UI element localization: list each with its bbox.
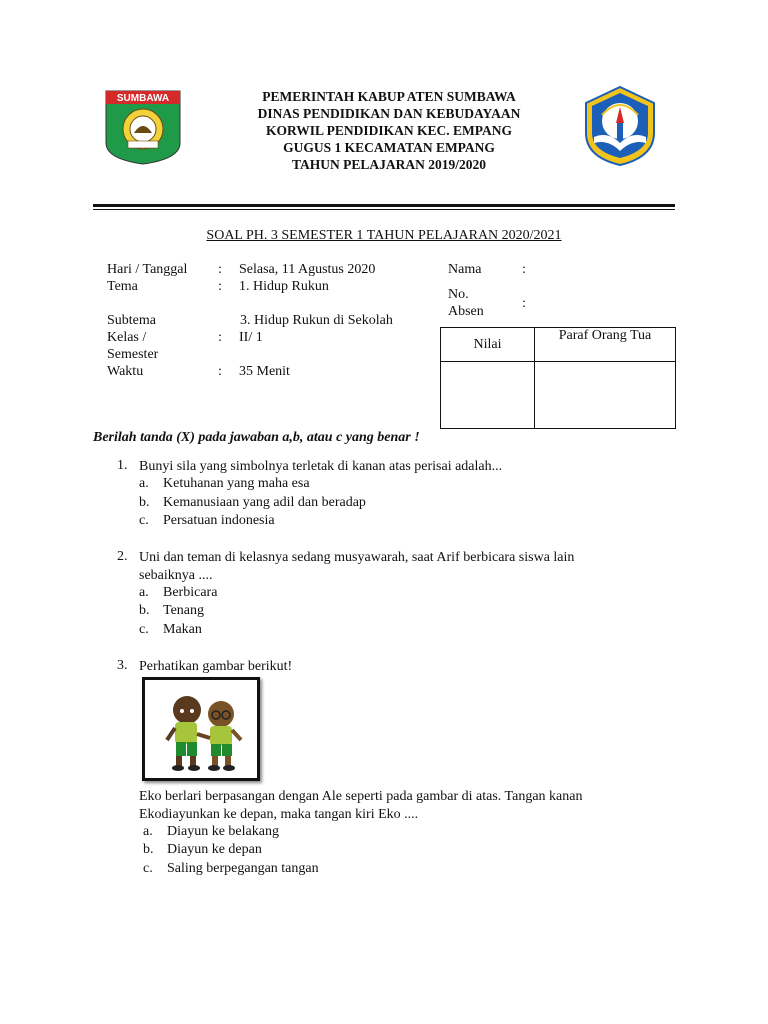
nilai-cell[interactable]: [441, 362, 535, 429]
hari-value: Selasa, 11 Agustus 2020: [239, 262, 376, 277]
kelas-value: II/ 1: [239, 330, 263, 345]
letterhead: [244, 88, 534, 173]
q1-option-a-letter: a.: [139, 476, 149, 491]
header-rule-thick: [93, 204, 675, 207]
q3-option-c-letter: c.: [143, 861, 153, 876]
header-line-1: PEMERINTAH KABUP ATEN SUMBAWA: [262, 89, 516, 104]
kelas-separator: :: [218, 330, 222, 345]
absen-label-no: No.: [448, 287, 469, 302]
absen-separator: :: [522, 296, 526, 311]
question-1-text: Bunyi sila yang simbolnya terletak di kanan atas perisai adalah...: [139, 459, 503, 474]
q3-option-a[interactable]: Diayun ke belakang: [167, 824, 279, 839]
tema-value: 1. Hidup Rukun: [239, 279, 329, 294]
q1-option-b[interactable]: Kemanusiaan yang adil dan beradap: [163, 495, 366, 510]
question-2-number: 2.: [117, 549, 128, 564]
q1-option-c[interactable]: Persatuan indonesia: [163, 513, 275, 528]
nama-label: Nama: [448, 262, 482, 277]
tema-label: Tema: [107, 279, 138, 294]
waktu-label: Waktu: [107, 364, 144, 379]
header-rule-thin: [93, 209, 675, 210]
children-running-picture: [142, 677, 260, 781]
header-line-3: KORWIL PENDIDIKAN KEC. EMPANG: [265, 123, 513, 138]
header-line-2: DINAS PENDIDIKAN DAN KEBUDAYAAN: [257, 106, 521, 121]
semester-label: Semester: [107, 347, 159, 362]
q2-option-c-letter: c.: [139, 622, 149, 637]
q3-option-a-letter: a.: [143, 824, 153, 839]
question-3-stem-line-1: Eko berlari berpasangan dengan Ale seperti pada gambar di atas. Tangan kanan: [139, 789, 583, 804]
q1-option-c-letter: c.: [139, 513, 149, 528]
question-3-stem-line-2: Ekodiayunkan ke depan, maka tangan kiri Eko ....: [139, 807, 419, 822]
question-3-text: Perhatikan gambar berikut!: [139, 659, 293, 674]
header-line-5: TAHUN PELAJARAN 2019/2020: [291, 157, 486, 172]
tema-separator: :: [218, 279, 222, 294]
q1-option-a[interactable]: Ketuhanan yang maha esa: [163, 476, 310, 491]
subtema-value: 3. Hidup Rukun di Sekolah: [240, 313, 393, 328]
q2-option-c[interactable]: Makan: [163, 622, 202, 637]
subtema-label: Subtema: [107, 313, 156, 328]
header-line-4: GUGUS 1 KECAMATAN EMPANG: [283, 140, 495, 155]
q2-option-a[interactable]: Berbicara: [163, 585, 218, 600]
q3-option-b-letter: b.: [143, 842, 154, 857]
nama-separator: :: [522, 262, 526, 277]
waktu-value: 35 Menit: [239, 364, 290, 379]
score-table: [440, 327, 676, 429]
paraf-header: Paraf Orang Tua: [535, 328, 676, 362]
q3-option-b[interactable]: Diayun ke depan: [167, 842, 262, 857]
instruction: Berilah tanda (X) pada jawaban a,b, atau c yang benar !: [93, 430, 420, 445]
hari-label: Hari / Tanggal: [107, 262, 188, 277]
q3-option-c[interactable]: Saling berpegangan tangan: [167, 861, 319, 876]
question-2-text-line-1: Uni dan teman di kelasnya sedang musyawarah, saat Arif berbicara siswa lain: [139, 550, 575, 565]
hari-separator: :: [218, 262, 222, 277]
logo-left-title: SUMBAWA: [116, 93, 170, 104]
q2-option-a-letter: a.: [139, 585, 149, 600]
exam-title: SOAL PH. 3 SEMESTER 1 TAHUN PELAJARAN 2020/2021: [206, 228, 562, 243]
waktu-separator: :: [218, 364, 222, 379]
q2-option-b[interactable]: Tenang: [163, 603, 205, 618]
nilai-header: Nilai: [441, 328, 535, 362]
tut-wuri-handayani-logo: [580, 85, 660, 167]
question-1-number: 1.: [117, 458, 128, 473]
sumbawa-logo: [104, 89, 182, 165]
q2-option-b-letter: b.: [139, 603, 150, 618]
absen-label: Absen: [448, 304, 484, 319]
question-3-number: 3.: [117, 658, 128, 673]
q1-option-b-letter: b.: [139, 495, 150, 510]
question-2-text-line-2: sebaiknya ....: [139, 568, 213, 583]
kelas-label: Kelas /: [107, 330, 147, 345]
paraf-cell[interactable]: [535, 362, 676, 429]
